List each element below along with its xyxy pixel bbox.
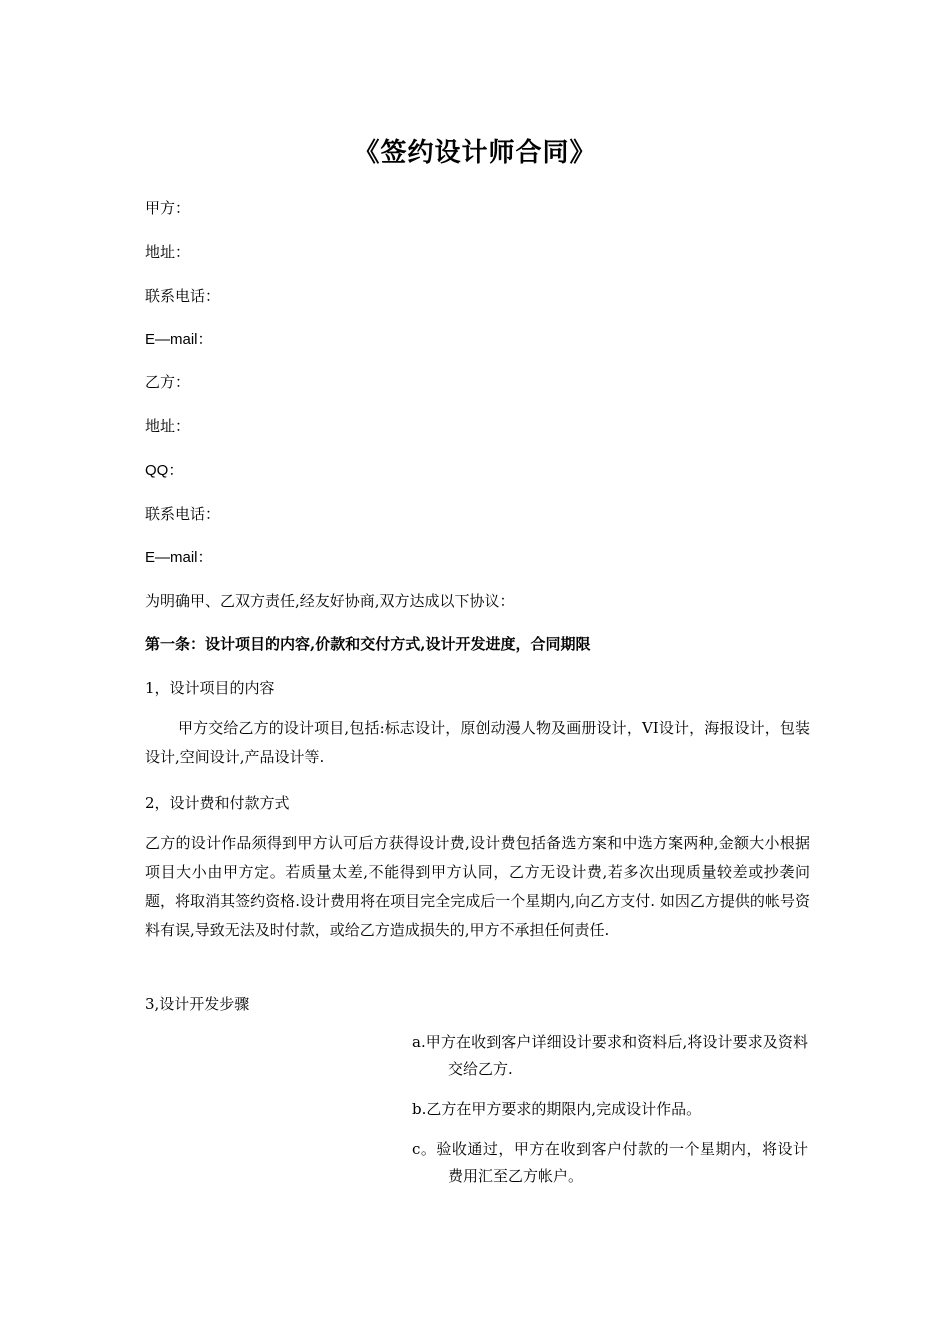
party-b-name-label: 乙方： bbox=[145, 373, 191, 391]
party-a-email-label: E—mail： bbox=[145, 331, 213, 348]
party-b-phone-label: 联系电话： bbox=[145, 505, 221, 523]
party-a-name-label: 甲方： bbox=[145, 199, 191, 217]
section-2-body: 乙方的设计作品须得到甲方认可后方获得设计费,设计费包括备选方案和中选方案两种,金额大小根据项目大小由甲方定。若质量太差,不能得到甲方认同，乙方无设计费,若多次出现质量较差或抄袭问题，将取消其签约资格.设计费用将在项目完全完成后一个星期内,向乙方支付. 如因乙方提供的帐号资料有误,导致无法及时付款，或给乙方造成损失的,甲方不承担任何责任. bbox=[145, 834, 810, 939]
section-1-title: 1，设计项目的内容 bbox=[145, 679, 275, 697]
section-2-title: 2，设计费和付款方式 bbox=[145, 794, 290, 812]
party-a-address-label: 地址： bbox=[145, 243, 191, 261]
step-item: a.甲方在收到客户详细设计要求和资料后,将设计要求及资料交给乙方. bbox=[412, 1033, 808, 1078]
party-a-phone-label: 联系电话： bbox=[145, 287, 221, 305]
party-b-address-label: 地址： bbox=[145, 417, 191, 435]
step-item: b.乙方在甲方要求的期限内,完成设计作品。 bbox=[412, 1100, 702, 1118]
party-b-qq-label: QQ： bbox=[145, 462, 184, 479]
document-title: 《签约设计师合同》 bbox=[353, 138, 597, 168]
section-1-body: 甲方交给乙方的设计项目,包括:标志设计，原创动漫人物及画册设计，VI设计，海报设计，包装设计,空间设计,产品设计等. bbox=[145, 719, 810, 766]
section-3-title: 3,设计开发步骤 bbox=[145, 995, 250, 1013]
step-item: c。验收通过，甲方在收到客户付款的一个星期内，将设计费用汇至乙方帐户。 bbox=[412, 1140, 808, 1185]
party-b-email-label: E—mail： bbox=[145, 549, 213, 566]
agreement-intro: 为明确甲、乙双方责任,经友好协商,双方达成以下协议： bbox=[145, 592, 515, 610]
article-1-heading: 第一条：设计项目的内容,价款和交付方式,设计开发进度，合同期限 bbox=[145, 635, 591, 653]
